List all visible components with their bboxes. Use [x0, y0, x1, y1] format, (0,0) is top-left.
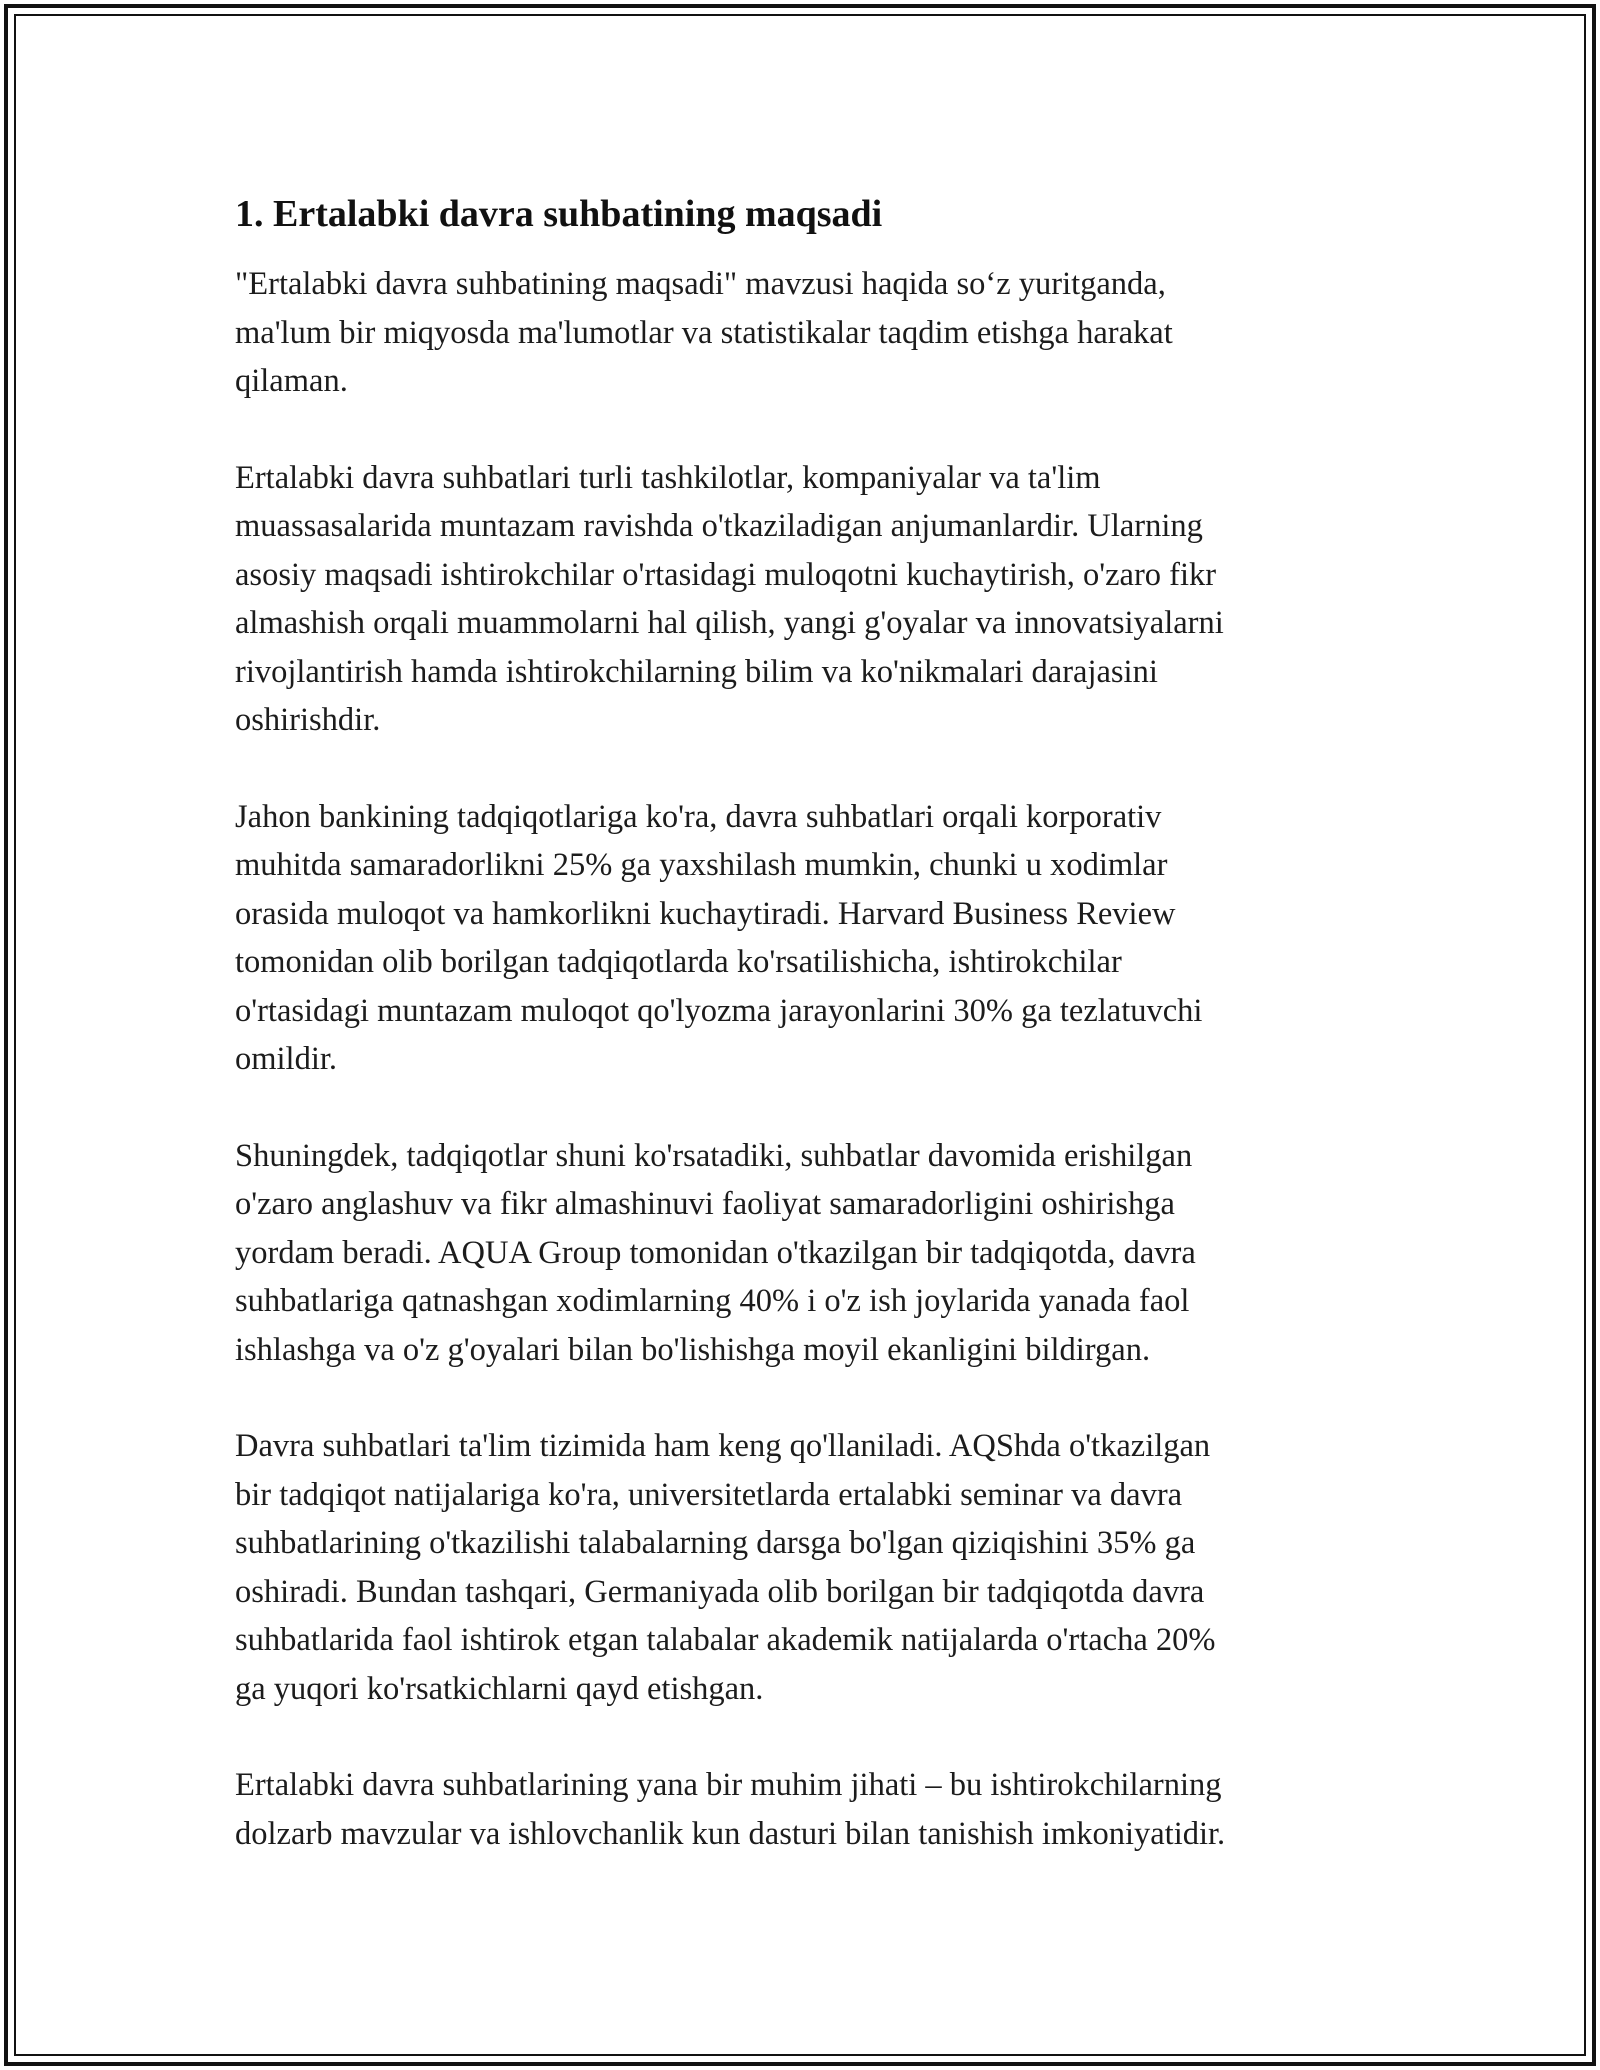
paragraph-aqua-group: Shuningdek, tadqiqotlar shuni ko'rsatadiki, suhbatlar davomida erishilgan o'zaro anglashuv va fikr almashinuvi faoliyat samaradorligini oshirishga yordam beradi. AQUA Group tomonidan o'tkazilgan bir tadqiqotda, davra suhbatlariga qatnashgan xodimlarning 40% i o'z ish joylarida yanada faol ishlashga va o'z g'oyalari bilan bo'lishishga moyil ekanligini bildirgan. [235, 1137, 1196, 1368]
paragraph-conclusion: Ertalabki davra suhbatlarining yana bir muhim jihati – bu ishtirokchilarning dolzarb mavzular va ishlovchanlik kun dasturi bilan tanishish imkoniyatidir. [235, 1767, 1226, 1852]
document-body [235, 188, 1385, 1906]
paragraph-purpose: Ertalabki davra suhbatlari turli tashkilotlar, kompaniyalar va ta'lim muassasalarida muntazam ravishda o'tkaziladigan anjumanlardir. Ularning asosiy maqsadi ishtirokchilar o'rtasidagi muloqotni kuchaytirish, o'zaro fikr almashish orqali muammolarni hal qilish, yangi g'oyalar va innovatsiyalarni rivojlantirish hamda ishtirokchilarning bilim va ko'nikmalari darajasini oshirishdir. [235, 459, 1224, 738]
section-heading: 1. Ertalabki davra suhbatining maqsadi [235, 193, 883, 235]
paragraph-world-bank: Jahon bankining tadqiqotlariga ko'ra, davra suhbatlari orqali korporativ muhitda samaradorlikni 25% ga yaxshilash mumkin, chunki u xodimlar orasida muloqot va hamkorlikni kuchaytiradi. Harvard Business Review tomonidan olib borilgan tadqiqotlarda ko'rsatilishicha, ishtirokchilar o'rtasidagi muntazam muloqot qo'lyozma jarayonlarini 30% ga tezlatuvchi omildir. [235, 798, 1203, 1077]
paragraph-intro: "Ertalabki davra suhbatining maqsadi" mavzusi haqida so‘z yuritganda, ma'lum bir miqyosda ma'lumotlar va statistikalar taqdim etishga harakat qilaman. [235, 266, 1173, 399]
paragraph-education: Davra suhbatlari ta'lim tizimida ham keng qo'llaniladi. AQShda o'tkazilgan bir tadqiqot natijalariga ko'ra, universitetlarda ertalabki seminar va davra suhbatlarining o'tkazilishi talabalarning darsga bo'lgan qiziqishini 35% ga oshiradi. Bundan tashqari, Germaniyada olib borilgan bir tadqiqotda davra suhbatlarida faol ishtirok etgan talabalar akademik natijalarda o'rtacha 20% ga yuqori ko'rsatkichlarni qayd etishgan. [235, 1428, 1216, 1707]
